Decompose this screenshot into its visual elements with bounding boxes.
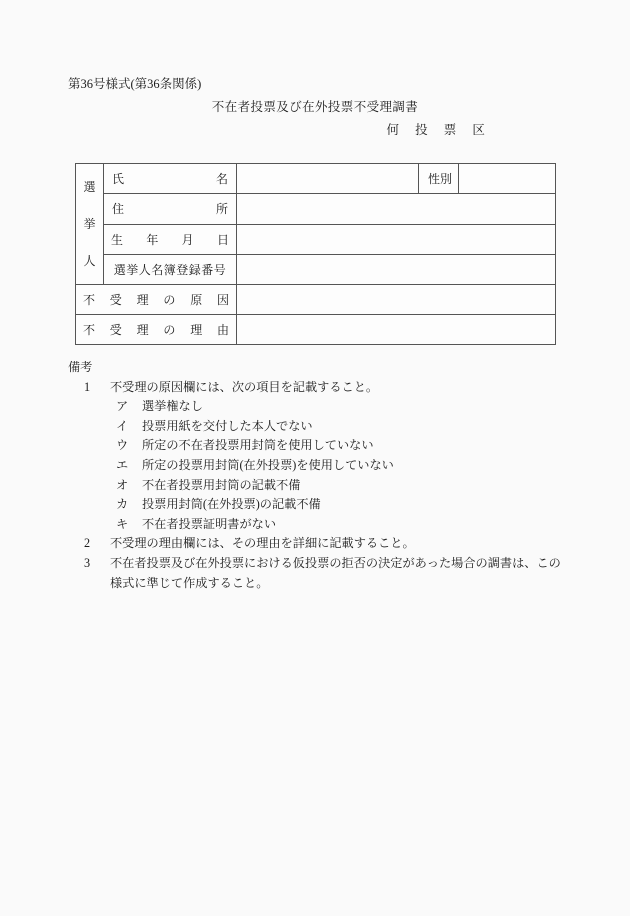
- note-item-3: [68, 554, 568, 574]
- register-number-label-cell: [104, 254, 237, 284]
- reason-label-part-1: 不: [83, 323, 96, 337]
- cause-label-cell: [76, 285, 237, 315]
- table-row-register-number: [76, 254, 556, 284]
- reason-label-part-4: の: [163, 323, 176, 337]
- note-item-3-marker: 3: [84, 555, 91, 570]
- birthdate-label-part-1: 生: [111, 232, 124, 247]
- cause-label-part-4: の: [163, 293, 176, 307]
- register-number-label: 選挙人名簿登録番号: [113, 262, 227, 277]
- note-subitem-a: [68, 397, 568, 417]
- sex-label-part-2: 別: [440, 172, 453, 187]
- note-item-2-text: 不受理の理由欄には、その理由を詳細に記載すること。: [110, 536, 415, 551]
- name-label-cell: [104, 164, 237, 194]
- note-item-2-marker: 2: [84, 536, 91, 551]
- note-item-1-marker: 1: [84, 379, 91, 394]
- note-item-2: [68, 534, 568, 554]
- note-subitem-ka: [68, 495, 568, 515]
- cause-label-part-5: 原: [190, 293, 203, 307]
- document-title: 不在者投票及び在外投票不受理調書: [211, 100, 419, 114]
- reason-label-part-3: 理: [136, 323, 149, 337]
- note-subitem-i-marker: イ: [116, 418, 129, 433]
- cause-label-part-2: 受: [109, 293, 122, 307]
- note-subitem-e-text: 所定の投票用封筒(在外投票)を使用していない: [142, 457, 394, 472]
- note-subitem-o-marker: オ: [116, 477, 129, 492]
- birthdate-label-part-2: 年: [146, 232, 159, 247]
- table-row-name: [76, 164, 556, 194]
- table-row-address: [76, 194, 556, 224]
- voter-rejection-form-table: [75, 163, 556, 345]
- reason-label-part-6: 由: [216, 323, 229, 337]
- birthdate-label-cell: [104, 224, 237, 254]
- note-subitem-u: [68, 436, 568, 456]
- cause-label-part-3: 理: [136, 293, 149, 307]
- note-item-1: [68, 378, 568, 398]
- sex-value-cell[interactable]: [459, 164, 556, 194]
- note-subitem-i-text: 投票用紙を交付した本人でない: [142, 418, 313, 433]
- note-subitem-ka-text: 投票用封筒(在外投票)の記載不備: [142, 497, 321, 512]
- notes-heading: 備考: [68, 360, 93, 374]
- voting-district-label: 何 投 票 区: [386, 123, 492, 137]
- birthdate-value-cell[interactable]: [237, 224, 556, 254]
- note-subitem-u-marker: ウ: [116, 438, 129, 453]
- spine-char-2: 挙: [83, 216, 96, 231]
- spine-char-1: 選: [83, 179, 96, 194]
- note-subitem-e: [68, 456, 568, 476]
- sex-label-part-1: 性: [428, 172, 441, 187]
- birthdate-label-part-3: 月: [181, 232, 194, 247]
- cause-value-cell[interactable]: [237, 285, 556, 315]
- spine-char-3: 人: [83, 254, 96, 269]
- form-number-label: 第36号様式(第36条関係): [68, 77, 202, 91]
- name-value-cell[interactable]: [237, 164, 419, 194]
- address-label-cell: [104, 194, 237, 224]
- table-row-cause: [76, 285, 556, 315]
- voter-section-spine: [76, 164, 104, 285]
- reason-value-cell[interactable]: [237, 315, 556, 345]
- note-item-1-text: 不受理の原因欄には、次の項目を記載すること。: [110, 379, 379, 394]
- address-label-part-1: 住: [112, 202, 125, 217]
- table-row-birthdate: [76, 224, 556, 254]
- reason-label-part-5: 理: [190, 323, 203, 337]
- note-item-3-text: 不在者投票及び在外投票における仮投票の拒否の決定があった場合の調書は、この: [110, 555, 561, 570]
- note-subitem-ki-marker: キ: [116, 516, 129, 531]
- note-item-3-continuation: 様式に準じて作成すること。: [110, 575, 269, 590]
- cause-label-part-1: 不: [83, 293, 96, 307]
- reason-label-cell: [76, 315, 237, 345]
- name-label-part-1: 氏: [112, 172, 125, 187]
- note-subitem-ki: [68, 515, 568, 535]
- address-label-part-2: 所: [215, 202, 228, 217]
- notes-section: [68, 358, 568, 593]
- note-subitem-ka-marker: カ: [116, 497, 129, 512]
- note-subitem-o: [68, 476, 568, 496]
- note-subitem-o-text: 不在者投票用封筒の記載不備: [142, 477, 301, 492]
- address-value-cell[interactable]: [237, 194, 556, 224]
- name-label-part-2: 名: [215, 172, 228, 187]
- birthdate-label-part-4: 日: [216, 232, 229, 247]
- cause-label-part-6: 因: [216, 293, 229, 307]
- note-subitem-e-marker: エ: [116, 457, 129, 472]
- note-subitem-u-text: 所定の不在者投票用封筒を使用していない: [142, 438, 374, 453]
- register-number-value-cell[interactable]: [237, 254, 556, 284]
- reason-label-part-2: 受: [109, 323, 122, 337]
- note-subitem-a-text: 選挙権なし: [142, 399, 203, 414]
- note-subitem-a-marker: ア: [116, 399, 129, 414]
- note-subitem-i: [68, 417, 568, 437]
- note-subitem-ki-text: 不在者投票証明書がない: [142, 516, 277, 531]
- sex-label-cell: [419, 164, 459, 194]
- table-row-reason: [76, 315, 556, 345]
